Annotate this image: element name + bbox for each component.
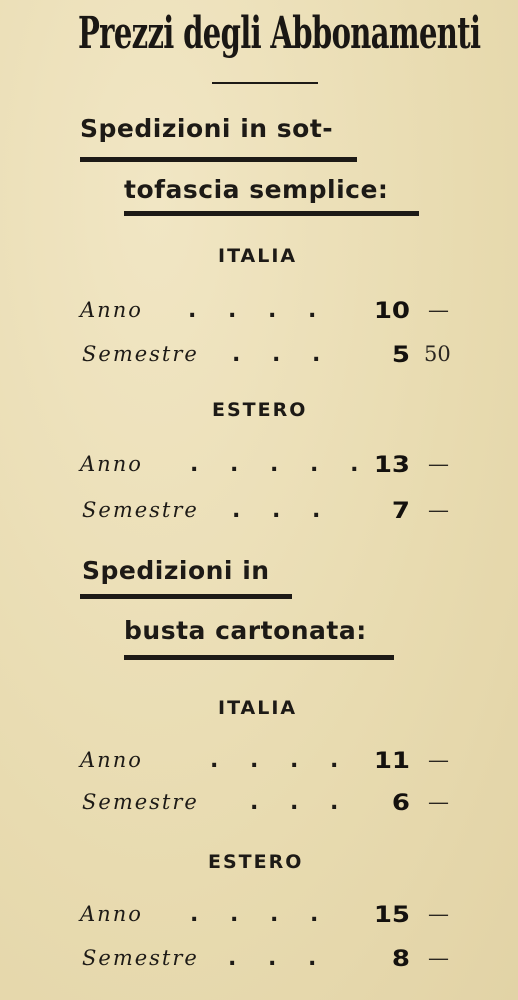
leader-dots: . . . . <box>190 902 331 927</box>
row-label: Semestre <box>82 946 199 970</box>
section-2-rule-1 <box>80 594 292 599</box>
leader-dots: . . . <box>232 342 333 367</box>
price-lire: 10 <box>373 298 410 324</box>
row-label: Semestre <box>82 790 199 814</box>
leader-dots: . . . <box>232 498 333 523</box>
price-lire: 6 <box>391 790 410 816</box>
price-lire: 5 <box>391 342 410 368</box>
section-2-heading-line2: busta cartonata: <box>124 616 367 645</box>
section-2-region-italia: ITALIA <box>218 697 298 719</box>
row-label: Anno <box>80 298 143 322</box>
row-label: Anno <box>80 748 143 772</box>
row-label: Semestre <box>82 342 199 366</box>
price-lire: 11 <box>373 748 410 774</box>
leader-dots: . . . . <box>210 748 351 773</box>
row-label: Semestre <box>82 498 199 522</box>
price-cents: 50 <box>424 342 451 366</box>
price-cents: — <box>428 298 449 322</box>
price-cents: — <box>428 902 449 926</box>
row-label: Anno <box>80 902 143 926</box>
section-1-rule-1 <box>80 157 357 162</box>
page-title: Prezzi degli Abbonamenti <box>78 8 481 59</box>
price-cents: — <box>428 452 449 476</box>
section-1-region-estero: ESTERO <box>212 399 308 421</box>
section-1-rule-2 <box>124 211 419 216</box>
price-cents: — <box>428 748 449 772</box>
price-lire: 15 <box>373 902 410 928</box>
price-cents: — <box>428 790 449 814</box>
section-1-heading-line1: Spedizioni in sot- <box>80 114 334 143</box>
leader-dots: . . . <box>228 946 329 971</box>
section-2-rule-2 <box>124 655 394 660</box>
price-cents: — <box>428 498 449 522</box>
price-cents: — <box>428 946 449 970</box>
leader-dots: . . . <box>250 790 351 815</box>
row-label: Anno <box>80 452 143 476</box>
leader-dots: . . . . <box>188 298 329 323</box>
section-2-region-estero: ESTERO <box>208 851 304 873</box>
price-lire: 8 <box>391 946 410 972</box>
leader-dots: . . . . . <box>190 452 371 477</box>
section-1-region-italia: ITALIA <box>218 245 298 267</box>
title-divider <box>212 82 318 84</box>
price-lire: 7 <box>391 498 410 524</box>
section-2-heading-line1: Spedizioni in <box>82 556 270 585</box>
section-1-heading-line2: tofascia semplice: <box>124 175 389 204</box>
price-lire: 13 <box>373 452 410 478</box>
